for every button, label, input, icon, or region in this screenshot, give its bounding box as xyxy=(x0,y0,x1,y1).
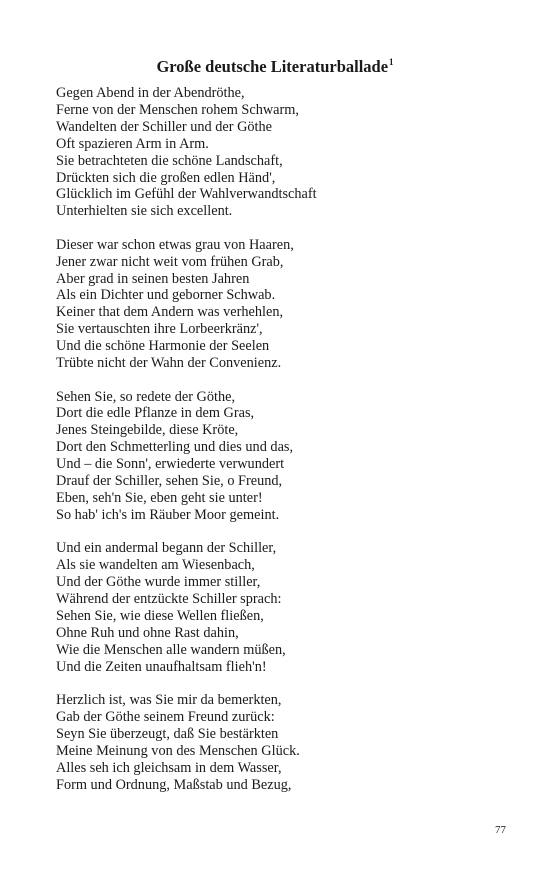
poem-line: Unterhielten sie sich excellent. xyxy=(56,203,233,220)
poem-line: Als sie wandelten am Wiesenbach, xyxy=(56,557,255,574)
poem-line: Und – die Sonn', erwiederte verwundert xyxy=(56,456,285,473)
poem-line: Und die schöne Harmonie der Seelen xyxy=(56,338,270,355)
stanza xyxy=(56,237,496,372)
poem-line: Drauf der Schiller, sehen Sie, o Freund, xyxy=(56,473,283,490)
poem-line: Eben, seh'n Sie, eben geht sie unter! xyxy=(56,489,263,506)
stanza xyxy=(56,692,496,793)
poem-line: So hab' ich's im Räuber Moor gemeint. xyxy=(56,506,280,523)
stanza xyxy=(56,389,496,524)
poem-line: Jenes Steingebilde, diese Kröte, xyxy=(56,422,239,439)
poem-title xyxy=(0,57,550,77)
poem-line: Wie die Menschen alle wandern müßen, xyxy=(56,641,286,658)
poem-line: Sehen Sie, wie diese Wellen fließen, xyxy=(56,607,264,624)
poem-line: Meine Meinung von des Menschen Glück. xyxy=(56,742,300,759)
poem-line: Sehen Sie, so redete der Göthe, xyxy=(56,388,236,405)
poem-line: Dieser war schon etwas grau von Haaren, xyxy=(56,236,294,253)
poem-line: Herzlich ist, was Sie mir da bemerkten, xyxy=(56,692,282,708)
poem-line: Gegen Abend in der Abendröthe, xyxy=(56,85,245,101)
poem-line: Während der entzückte Schiller sprach: xyxy=(56,590,282,607)
poem-line: Seyn Sie überzeugt, daß Sie bestärkten xyxy=(56,725,279,742)
poem-line: Und ein andermal begann der Schiller, xyxy=(56,540,277,557)
poem-line: Sie vertauschten ihre Lorbeerkränz', xyxy=(56,321,263,338)
poem-line: Ohne Ruh und ohne Rast dahin, xyxy=(56,624,239,641)
footnote-marker: 1 xyxy=(389,57,394,67)
poem-body xyxy=(56,85,496,810)
poem-line: Wandelten der Schiller und der Göthe xyxy=(56,118,273,135)
poem-line: Aber grad in seinen besten Jahren xyxy=(56,270,250,287)
page-number: 77 xyxy=(495,824,506,836)
poem-line: Oft spazieren Arm in Arm. xyxy=(56,135,209,152)
poem-line: Dort die edle Pflanze in dem Gras, xyxy=(56,405,255,422)
poem-line: Form und Ordnung, Maßstab und Bezug, xyxy=(56,776,292,793)
poem-line: Ferne von der Menschen rohem Schwarm, xyxy=(56,101,299,118)
poem-line: Und der Göthe wurde immer stiller, xyxy=(56,574,261,591)
poem-line: Gab der Göthe seinem Freund zurück: xyxy=(56,708,275,725)
poem-line: Sie betrachteten die schöne Landschaft, xyxy=(56,152,283,169)
poem-line: Jener zwar nicht weit vom frühen Grab, xyxy=(56,253,284,270)
poem-line: Drückten sich die großen edlen Händ', xyxy=(56,169,276,186)
poem-line: Dort den Schmetterling und dies und das, xyxy=(56,439,294,456)
poem-line: Und die Zeiten unaufhaltsam flieh'n! xyxy=(56,658,267,675)
poem-line: Als ein Dichter und geborner Schwab. xyxy=(56,287,276,304)
stanza xyxy=(56,540,496,675)
stanza xyxy=(56,85,496,220)
poem-line: Alles seh ich gleichsam in dem Wasser, xyxy=(56,759,282,776)
poem-line: Trübte nicht der Wahn der Convenienz. xyxy=(56,355,282,372)
poem-line: Glücklich im Gefühl der Wahlverwandtschaft xyxy=(56,186,317,203)
poem-line: Keiner that dem Andern was verhehlen, xyxy=(56,304,284,321)
poem-title-text: Große deutsche Literaturballade xyxy=(156,57,389,76)
